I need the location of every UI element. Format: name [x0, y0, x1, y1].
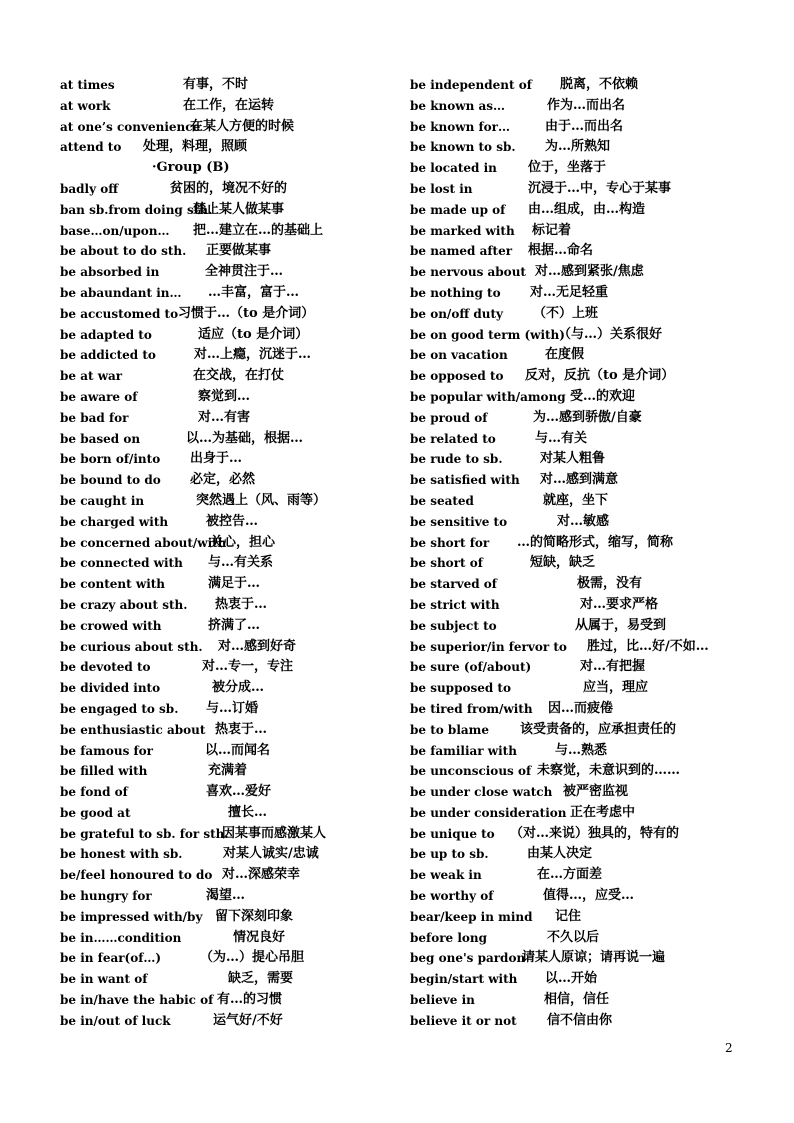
chinese-meaning: 对…感到满意 [540, 472, 619, 488]
english-phrase: be hungry for [60, 889, 152, 904]
vocab-entry [410, 470, 740, 491]
english-phrase: begin/start with [410, 972, 518, 987]
chinese-meaning: 被严密监视 [563, 784, 629, 800]
chinese-meaning: 有事，不时 [183, 77, 249, 92]
chinese-meaning: 位于，坐落于 [528, 160, 607, 176]
english-phrase: be popular with/among [410, 389, 566, 404]
english-phrase: be known to sb. [410, 140, 516, 155]
chinese-meaning: 处理，料理，照顾 [143, 139, 248, 155]
chinese-meaning: 缺乏，需要 [228, 971, 294, 987]
chinese-meaning: 短缺，缺乏 [530, 555, 596, 571]
chinese-meaning: 信不信由你 [547, 1012, 613, 1028]
english-phrase: be content with [60, 577, 166, 592]
vocab-entry [60, 699, 390, 720]
chinese-meaning: 在度假 [545, 347, 585, 363]
english-phrase: before long [410, 930, 488, 945]
vocab-entry [410, 345, 740, 366]
vocab-entry [60, 948, 390, 969]
english-phrase: be in fear(of…) [60, 951, 162, 966]
chinese-meaning: 应当，理应 [583, 680, 649, 696]
chinese-meaning: …丰富，富于… [208, 284, 300, 300]
chinese-meaning: 正在考虑中 [570, 804, 636, 820]
vocab-entry [410, 179, 740, 200]
vocab-entry [60, 865, 390, 886]
right-column [410, 75, 740, 1032]
chinese-meaning: 正要做某事 [206, 243, 272, 259]
left-column [60, 75, 390, 1032]
chinese-meaning: 为…感到骄傲/自豪 [533, 409, 642, 425]
vocab-entry [410, 886, 740, 907]
chinese-meaning: 被控告… [206, 513, 259, 529]
english-phrase: ban sb.from doing sth. [60, 202, 213, 217]
english-phrase: be seated [410, 493, 474, 508]
english-phrase: be in……condition [60, 930, 182, 945]
chinese-meaning: 极需，没有 [577, 576, 643, 592]
english-phrase: be to blame [410, 722, 489, 737]
english-phrase: be in/out of luck [60, 1013, 171, 1028]
chinese-meaning: （不）上班 [533, 305, 599, 321]
english-phrase: attend to [60, 140, 122, 155]
english-phrase: be on vacation [410, 348, 508, 363]
chinese-meaning: 因某事而感激某人 [222, 825, 327, 841]
chinese-meaning: 挤满了… [208, 617, 261, 633]
vocab-entry [60, 158, 390, 179]
vocab-entry [60, 782, 390, 803]
english-phrase: be located in [410, 161, 497, 176]
chinese-meaning: 喜欢…爱好 [206, 784, 272, 800]
vocab-entry [60, 449, 390, 470]
chinese-meaning: 热衷于… [215, 596, 268, 612]
vocab-entry [410, 803, 740, 824]
chinese-meaning: 有…的习惯 [217, 992, 283, 1008]
english-phrase: be rude to sb. [410, 452, 503, 467]
vocab-entry [60, 907, 390, 928]
english-phrase: bear/keep in mind [410, 909, 533, 924]
vocab-entry [410, 75, 740, 96]
chinese-meaning: 受…的欢迎 [570, 388, 636, 404]
vocab-entry [410, 595, 740, 616]
english-phrase: be nothing to [410, 285, 501, 300]
vocab-entry [410, 241, 740, 262]
english-phrase: be divided into [60, 681, 161, 696]
english-phrase: be worthy of [410, 889, 494, 904]
chinese-meaning: 必定，必然 [190, 472, 256, 488]
english-phrase: be grateful to sb. for sth. [60, 826, 229, 841]
chinese-meaning: 被分成… [212, 680, 265, 696]
vocab-entry [60, 969, 390, 990]
vocab-entry [60, 262, 390, 283]
english-phrase: be proud of [410, 410, 488, 425]
english-phrase: be absorbed in [60, 265, 160, 280]
english-phrase: be honest with sb. [60, 847, 183, 862]
english-phrase: be on/off duty [410, 306, 503, 321]
chinese-meaning: 关心，担心 [210, 534, 276, 550]
english-phrase: be marked with [410, 223, 515, 238]
vocab-entry [410, 741, 740, 762]
chinese-meaning: 根据…命名 [528, 243, 594, 259]
vocab-entry [60, 117, 390, 138]
vocab-entry [60, 345, 390, 366]
vocab-entry [60, 720, 390, 741]
vocab-entry [410, 429, 740, 450]
chinese-meaning: 渴望… [206, 888, 246, 904]
vocab-entry [60, 595, 390, 616]
vocab-entry [410, 990, 740, 1011]
english-phrase: be subject to [410, 618, 497, 633]
chinese-meaning: 脱离，不依赖 [560, 77, 639, 92]
vocab-entry [410, 304, 740, 325]
english-phrase: be under consideration [410, 805, 567, 820]
vocab-entry [410, 616, 740, 637]
vocab-entry [60, 803, 390, 824]
vocab-entry [410, 782, 740, 803]
vocab-entry [60, 512, 390, 533]
vocab-entry [60, 553, 390, 574]
english-phrase: at one’s convenience [60, 119, 201, 134]
english-phrase: be filled with [60, 764, 148, 779]
vocab-entry [60, 990, 390, 1011]
vocab-entry [410, 907, 740, 928]
vocab-entry [60, 761, 390, 782]
vocab-entry [410, 491, 740, 512]
vocab-entry [60, 616, 390, 637]
chinese-meaning: 对…深感荣幸 [222, 867, 301, 883]
chinese-meaning: 全神贯注于… [205, 264, 284, 280]
vocab-entry [60, 200, 390, 221]
english-phrase: be short for [410, 535, 490, 550]
chinese-meaning: 对…敏感 [557, 513, 610, 529]
chinese-meaning: 擅长… [228, 804, 268, 820]
vocab-entry [60, 886, 390, 907]
chinese-meaning: 以…而闻名 [205, 742, 271, 758]
english-phrase: be adapted to [60, 327, 152, 342]
chinese-meaning: 对…上瘾，沉迷于… [194, 347, 312, 363]
english-phrase: be bound to do [60, 473, 161, 488]
chinese-meaning: 突然遇上（风、雨等） [196, 492, 327, 508]
english-phrase: be tired from/with [410, 701, 533, 716]
chinese-meaning: 对某人诚实/忠诚 [223, 846, 319, 862]
chinese-meaning: 情况良好 [233, 929, 286, 945]
chinese-meaning: 标记着 [532, 222, 572, 238]
english-phrase: be impressed with/by [60, 909, 203, 924]
vocab-entry [410, 221, 740, 242]
chinese-meaning: 未察觉，未意识到的…… [537, 763, 681, 779]
vocab-entry [60, 574, 390, 595]
chinese-meaning: 出身于… [190, 451, 243, 467]
english-phrase: be weak in [410, 868, 482, 883]
english-phrase: be devoted to [60, 660, 151, 675]
chinese-meaning: 对…有害 [198, 409, 251, 425]
chinese-meaning: （与…）关系很好 [558, 326, 663, 342]
vocab-entry [410, 761, 740, 782]
vocab-entry [410, 533, 740, 554]
chinese-meaning: 由…组成，由…构造 [528, 201, 646, 217]
vocab-entry [60, 75, 390, 96]
english-phrase: be strict with [410, 597, 500, 612]
chinese-meaning: 以…开始 [545, 971, 598, 987]
chinese-meaning: 适应（to 是介词） [198, 326, 309, 342]
english-phrase: be crazy about sth. [60, 597, 188, 612]
english-phrase: be fond of [60, 785, 128, 800]
english-phrase: be unconscious of [410, 764, 532, 779]
vocab-entry [60, 844, 390, 865]
chinese-meaning: 与…有关 [535, 430, 588, 446]
vocab-entry [410, 699, 740, 720]
english-phrase: be known as… [410, 98, 506, 113]
vocab-entry [60, 137, 390, 158]
chinese-meaning: 把…建立在…的基础上 [193, 222, 324, 238]
vocab-entry [410, 969, 740, 990]
vocab-entry [410, 865, 740, 886]
vocab-entry [410, 553, 740, 574]
vocab-entry [60, 533, 390, 554]
chinese-meaning: 满足于… [208, 576, 261, 592]
english-phrase: be familiar with [410, 743, 517, 758]
english-phrase: be starved of [410, 577, 497, 592]
english-phrase: be caught in [60, 493, 145, 508]
english-phrase: at times [60, 78, 115, 92]
vocab-entry [410, 637, 740, 658]
english-phrase: be made up of [410, 202, 506, 217]
english-phrase: be about to do sth. [60, 244, 187, 259]
vocab-entry [410, 283, 740, 304]
chinese-meaning: 对…感到好奇 [218, 638, 297, 654]
english-phrase: be/feel honoured to do [60, 868, 213, 883]
english-phrase: be in want of [60, 972, 148, 987]
vocab-entry [410, 1011, 740, 1032]
vocab-entry [410, 678, 740, 699]
english-phrase: be curious about sth. [60, 639, 203, 654]
chinese-meaning: 对…感到紧张/焦虑 [535, 264, 644, 280]
english-phrase: be unique to [410, 826, 495, 841]
english-phrase: be addicted to [60, 348, 156, 363]
vocab-entry [410, 325, 740, 346]
english-phrase: believe in [410, 993, 475, 1008]
english-phrase: be short of [410, 556, 483, 571]
chinese-meaning: 禁止某人做某事 [193, 201, 285, 217]
english-phrase: be crowed with [60, 618, 162, 633]
chinese-meaning: 因…而疲倦 [548, 700, 614, 716]
vocab-entry [60, 387, 390, 408]
english-phrase: be bad for [60, 410, 129, 425]
english-phrase: be sensitive to [410, 514, 508, 529]
vocab-entry [60, 637, 390, 658]
chinese-meaning: 记住 [555, 908, 582, 924]
vocab-entry [410, 408, 740, 429]
english-phrase: be enthusiastic about [60, 722, 206, 737]
english-phrase: be charged with [60, 514, 169, 529]
english-phrase: be accustomed to [60, 306, 179, 321]
vocab-entry [60, 657, 390, 678]
chinese-meaning: 在工作，在运转 [183, 97, 275, 113]
vocab-entry [410, 137, 740, 158]
vocab-entry [60, 304, 390, 325]
chinese-meaning: 胜过，比…好/不如… [587, 638, 709, 654]
chinese-meaning: 就座，坐下 [543, 492, 609, 508]
chinese-meaning: （对…来说）独具的，特有的 [510, 825, 680, 841]
english-phrase: be under close watch [410, 785, 553, 800]
chinese-meaning: 作为…而出名 [547, 97, 626, 113]
vocab-entry [60, 221, 390, 242]
english-phrase: be based on [60, 431, 141, 446]
english-phrase: be abaundant in… [60, 285, 182, 300]
vocab-entry [60, 325, 390, 346]
english-phrase: be lost in [410, 181, 473, 196]
english-phrase: be related to [410, 431, 496, 446]
english-phrase: at work [60, 98, 111, 113]
vocab-entry [410, 720, 740, 741]
vocab-entry [60, 179, 390, 200]
chinese-meaning: 习惯于…（to 是介词） [178, 305, 315, 321]
vocab-entry [60, 96, 390, 117]
english-phrase: be good at [60, 805, 131, 820]
english-phrase: be born of/into [60, 452, 161, 467]
english-phrase: be concerned about/with [60, 535, 227, 550]
vocab-entry [410, 512, 740, 533]
english-phrase: beg one's pardon [410, 951, 526, 966]
english-phrase: be aware of [60, 389, 138, 404]
chinese-meaning: 不久以后 [547, 929, 600, 945]
vocab-entry [410, 948, 740, 969]
chinese-meaning: 值得…，应受… [543, 888, 635, 904]
vocab-entry [60, 678, 390, 699]
vocab-entry [410, 262, 740, 283]
english-phrase: be connected with [60, 556, 183, 571]
english-phrase: be opposed to [410, 369, 504, 384]
english-phrase: be nervous about [410, 265, 526, 280]
chinese-meaning: 沉浸于…中，专心于某事 [528, 180, 672, 196]
chinese-meaning: 对…要求严格 [580, 596, 659, 612]
chinese-meaning: 留下深刻印象 [215, 908, 294, 924]
chinese-meaning: 对…无足轻重 [530, 284, 609, 300]
chinese-meaning: 相信，信任 [544, 992, 610, 1008]
english-phrase: be famous for [60, 743, 153, 758]
vocab-entry [410, 366, 740, 387]
chinese-meaning: 在…方面差 [537, 867, 603, 883]
english-phrase: be satisfied with [410, 473, 520, 488]
vocab-entry [60, 366, 390, 387]
vocab-entry [60, 283, 390, 304]
vocab-entry [60, 470, 390, 491]
vocab-entry [410, 844, 740, 865]
chinese-meaning: …的简略形式，缩写，简称 [517, 534, 674, 550]
chinese-meaning: （为…）提心吊胆 [200, 950, 305, 966]
vocab-entry [60, 824, 390, 845]
english-phrase: believe it or not [410, 1013, 517, 1028]
chinese-meaning: 对…有把握 [580, 659, 646, 675]
chinese-meaning: 该受责备的，应承担责任的 [520, 721, 677, 737]
english-phrase: be up to sb. [410, 847, 489, 862]
vocab-entry [410, 928, 740, 949]
chinese-meaning: 对某人粗鲁 [540, 451, 606, 467]
english-phrase: be sure (of/about) [410, 660, 532, 675]
chinese-meaning: 热衷于… [215, 721, 268, 737]
chinese-meaning: 与…订婚 [206, 700, 259, 716]
vocab-entry [410, 574, 740, 595]
chinese-meaning: 与…有关系 [208, 555, 274, 571]
english-phrase: base…on/upon… [60, 223, 170, 238]
vocab-entry [410, 657, 740, 678]
vocab-entry [410, 117, 740, 138]
english-phrase: be known for… [410, 119, 510, 134]
english-phrase: be superior/in fervor to [410, 639, 567, 654]
english-phrase: be in/have the habic of [60, 993, 214, 1008]
chinese-meaning: 在某人方便的时候 [190, 118, 295, 134]
vocab-entry [410, 200, 740, 221]
english-phrase: be independent of [410, 78, 532, 92]
vocab-entry [410, 387, 740, 408]
chinese-meaning: 贫困的，境况不好的 [170, 180, 288, 196]
chinese-meaning: 为…所熟知 [545, 139, 611, 155]
chinese-meaning: 由于…而出名 [545, 118, 624, 134]
vocab-entry [60, 1011, 390, 1032]
chinese-meaning: 反对，反抗（to 是介词） [525, 368, 675, 384]
vocab-entry [60, 491, 390, 512]
section-heading: ·Group (B) [152, 160, 230, 176]
english-phrase: be at war [60, 369, 123, 384]
vocab-entry [410, 449, 740, 470]
vocab-entry [60, 241, 390, 262]
vocab-entry [410, 824, 740, 845]
english-phrase: be named after [410, 244, 513, 259]
chinese-meaning: 充满着 [208, 763, 248, 779]
chinese-meaning: 在交战，在打仗 [193, 368, 285, 384]
english-phrase: be supposed to [410, 681, 511, 696]
chinese-meaning: 以…为基础，根据… [186, 430, 304, 446]
vocab-entry [60, 928, 390, 949]
chinese-meaning: 与…熟悉 [555, 742, 608, 758]
chinese-meaning: 对…专一，专注 [202, 659, 294, 675]
page-number: 2 [725, 1041, 733, 1055]
vocab-entry [60, 741, 390, 762]
vocab-entry [60, 408, 390, 429]
vocab-entry [410, 96, 740, 117]
chinese-meaning: 请某人原谅；请再说一遍 [522, 950, 666, 966]
english-phrase: be engaged to sb. [60, 701, 179, 716]
vocab-entry [60, 429, 390, 450]
english-phrase: badly off [60, 181, 119, 196]
chinese-meaning: 从属于，易受到 [575, 617, 667, 633]
chinese-meaning: 察觉到… [198, 388, 251, 404]
chinese-meaning: 运气好/不好 [213, 1012, 283, 1028]
vocab-entry [410, 158, 740, 179]
chinese-meaning: 由某人决定 [527, 846, 593, 862]
english-phrase: be on good term (with) [410, 327, 565, 342]
